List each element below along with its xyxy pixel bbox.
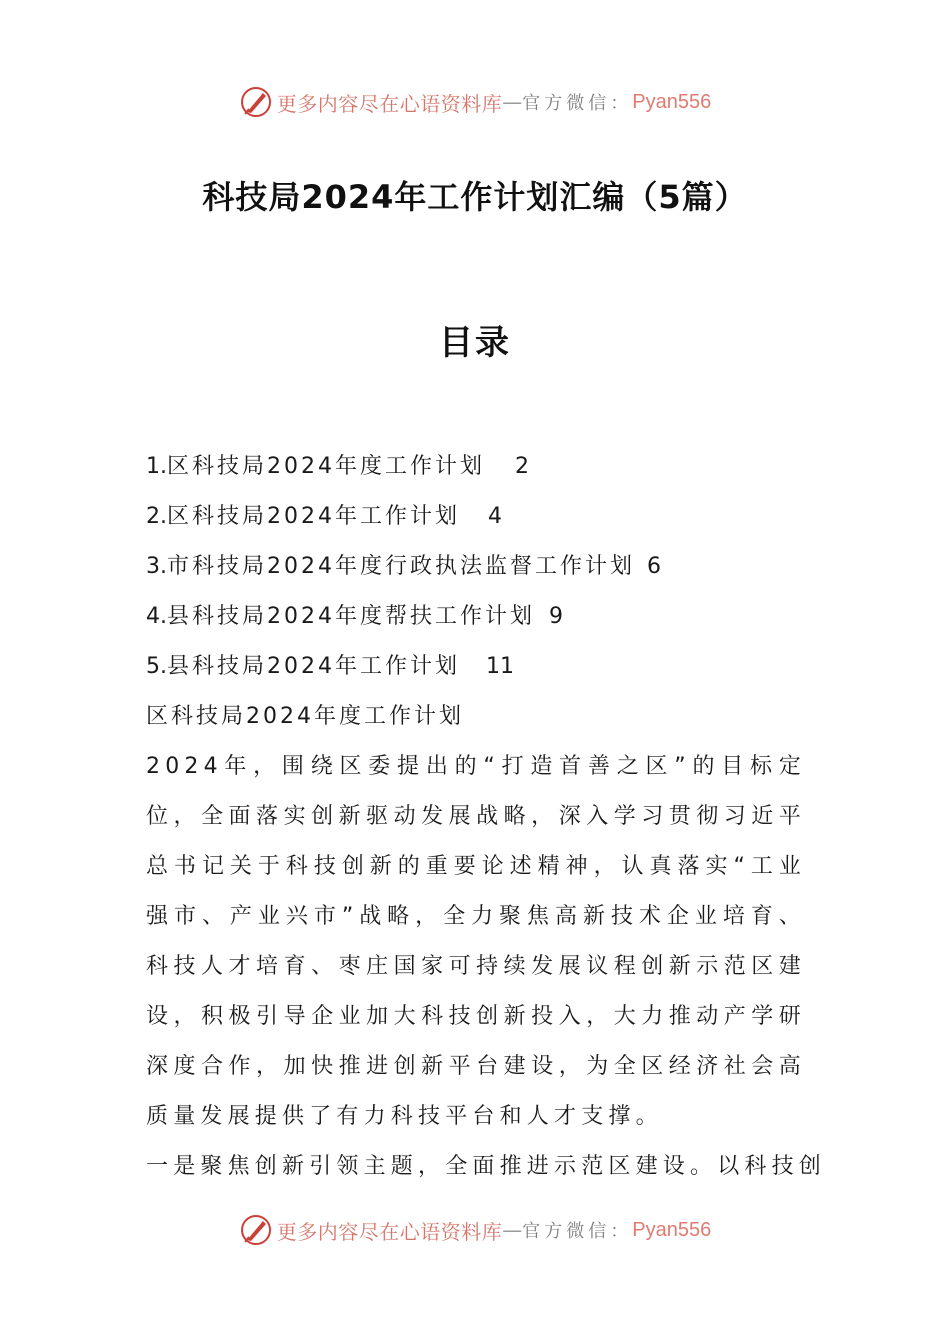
toc-item-page: 4 bbox=[488, 504, 502, 529]
quill-pen-logo-icon bbox=[239, 1213, 273, 1247]
toc-item[interactable] bbox=[146, 652, 806, 702]
toc-item-number: 3. bbox=[146, 554, 167, 579]
toc-item-label: 市科技局2024年度行政执法监督工作计划 bbox=[167, 554, 635, 579]
banner-wechat-id: Pyan556 bbox=[632, 1218, 712, 1241]
banner-separator: — bbox=[502, 90, 523, 114]
toc-item-number: 4. bbox=[146, 604, 167, 629]
toc-item[interactable] bbox=[146, 602, 806, 652]
toc-item-page: 2 bbox=[515, 454, 529, 479]
document-content bbox=[146, 452, 827, 1192]
footer-banner bbox=[0, 1210, 950, 1250]
toc-item[interactable] bbox=[146, 452, 806, 502]
document-title: 科技局2024年工作计划汇编（5篇） bbox=[202, 178, 748, 216]
banner-separator: — bbox=[502, 1218, 523, 1242]
toc-item[interactable] bbox=[146, 502, 806, 552]
toc-heading: 目录 bbox=[439, 323, 511, 363]
toc-item-page: 6 bbox=[647, 554, 661, 579]
toc-item-label: 区科技局2024年度工作计划 bbox=[167, 454, 485, 479]
banner-main-text: 更多内容尽在心语资料库 bbox=[276, 1219, 503, 1244]
quill-pen-logo-icon bbox=[239, 85, 273, 119]
toc-item-page: 9 bbox=[549, 604, 563, 629]
banner-wechat-label: 官方微信： bbox=[522, 1221, 633, 1242]
banner-wechat-id: Pyan556 bbox=[632, 90, 712, 113]
body-paragraph: 2024年，围绕区委提出的“打造首善之区”的目标定位，全面落实创新驱动发展战略，深入学习贯彻习近平总书记关于科技创新的重要论述精神，认真落实“工业强市、产业兴市”战略，全力聚焦高新技术企业培育、科技人才培育、枣庄国家可持续发展议程创新示范区建设，积极引导企业加大科技创新投入，大力推动产学研深度合作，加快推进创新平台建设，为全区经济社会高质量发展提供了有力科技平台和人才支撑。 bbox=[146, 754, 806, 1129]
toc-item-page: 11 bbox=[486, 654, 514, 679]
toc-item[interactable] bbox=[146, 552, 806, 602]
body-paragraph: 一是聚焦创新引领主题，全面推进示范区建设。以科技创 bbox=[146, 1154, 827, 1179]
section-title: 区科技局2024年度工作计划 bbox=[146, 704, 464, 729]
toc-item-number: 5. bbox=[146, 654, 167, 679]
toc-item-number: 1. bbox=[146, 454, 167, 479]
toc-item-label: 县科技局2024年度帮扶工作计划 bbox=[167, 604, 535, 629]
header-banner bbox=[0, 82, 950, 122]
toc-item-label: 区科技局2024年工作计划 bbox=[167, 504, 460, 529]
banner-wechat-label: 官方微信： bbox=[522, 93, 633, 114]
banner-main-text: 更多内容尽在心语资料库 bbox=[276, 91, 503, 116]
toc-item-label: 县科技局2024年工作计划 bbox=[167, 654, 460, 679]
toc-item-number: 2. bbox=[146, 504, 167, 529]
